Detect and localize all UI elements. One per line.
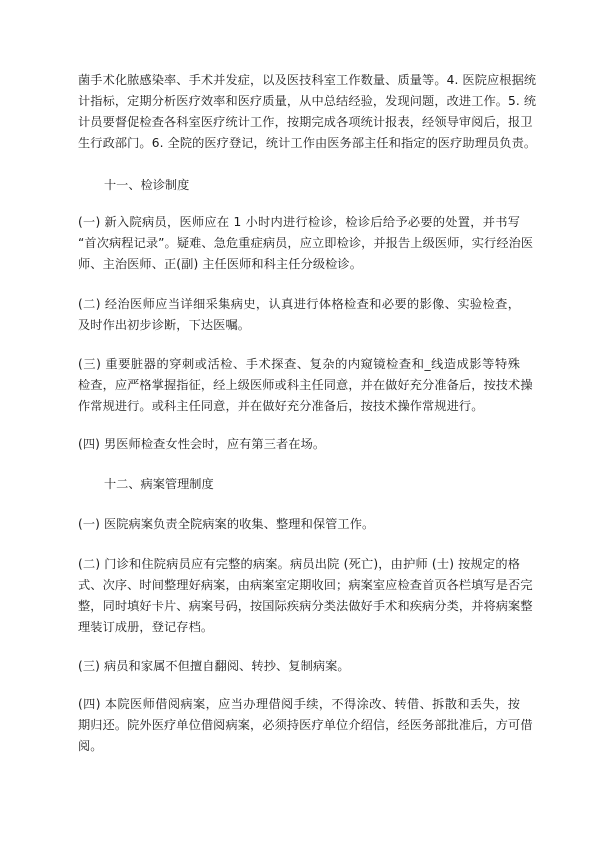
paragraph-statistics-continued [78,70,537,154]
text-line: (四) 本院医师借阅病案，应当办理借阅手续，不得涂改、转借、拆散和丢失，按 [78,697,520,711]
text-line: 式、次序、时间整理好病案，由病案室定期收回；病案室应检查首页各栏填写是否完 [78,578,533,592]
paragraph-records-4 [78,694,533,757]
paragraph-examination-3 [78,354,533,417]
text-line: 整，同时填好卡片、病案号码，按国际疾病分类法做好手术和疾病分类，并将病案整 [78,599,533,613]
text-line: 菌手术化脓感染率、手术并发症，以及医技科室工作数量、质量等。4. 医院应根据统 [78,73,537,87]
text-line: (四) 男医师检查女性会时，应有第三者在场。 [78,437,326,451]
text-line: (二) 经治医师应当详细采集病史，认真进行体格检查和必要的影像、实验检查， [78,297,520,311]
text-line: 阅。 [78,739,103,753]
text-line: 期归还。院外医疗单位借阅病案，必须持医疗单位介绍信，经医务部批准后，方可借 [78,718,533,732]
paragraph-records-3 [78,656,520,677]
text-line: 理装订成册，登记存档。 [78,620,214,634]
text-line: 计指标，定期分析医疗效率和医疗质量，从中总结经验，发现问题，改进工作。5. 统 [78,94,537,108]
text-line: “首次病程记录”。疑难、急危重症病员，应立即检诊，并报告上级医师，实行经治医 [78,236,534,250]
text-line: 及时作出初步诊断，下达医嘱。 [78,318,251,332]
text-line: (三) 重要脏器的穿刺或活检、手术探查、复杂的内窥镜检查和_线造成影等特殊 [78,357,520,371]
paragraph-records-2 [78,554,533,638]
text-line: 检查，应严格掌握指征，经上级医师或科主任同意，并在做好充分准备后，按技术操 [78,378,533,392]
paragraph-examination-4 [78,434,520,455]
paragraph-records-1 [78,514,520,535]
text-line: 师、主治医师、正(副) 主任医师和科主任分级检诊。 [78,257,363,271]
text-line: (一) 新入院病员，医师应在 1 小时内进行检诊，检诊后给予必要的处置，并书写 [78,215,520,229]
text-line: 生行政部门。6. 全院的医疗登记，统计工作由医务部主任和指定的医疗助理员负责。 [78,136,537,150]
text-line: 计员要督促检查各科室医疗统计工作，按期完成各项统计报表，经领导审阅后，报卫 [78,115,533,129]
section-heading-examination: 十一、检诊制度 [104,178,190,192]
text-line: 作常规进行。或科主任同意，并在做好充分准备后，按技术操作常规进行。 [78,399,484,413]
paragraph-examination-2 [78,294,520,336]
text-line: (二) 门诊和住院病员应有完整的病案。病员出院 (死亡)，由护师 (士) 按规定的格 [78,557,520,571]
paragraph-examination-1 [78,212,534,275]
text-line: (三) 病员和家属不但擅自翻阅、转抄、复制病案。 [78,659,350,673]
text-line: (一) 医院病案负责全院病案的收集、整理和保管工作。 [78,517,375,531]
section-heading-medical-records: 十二、病案管理制度 [104,477,214,491]
